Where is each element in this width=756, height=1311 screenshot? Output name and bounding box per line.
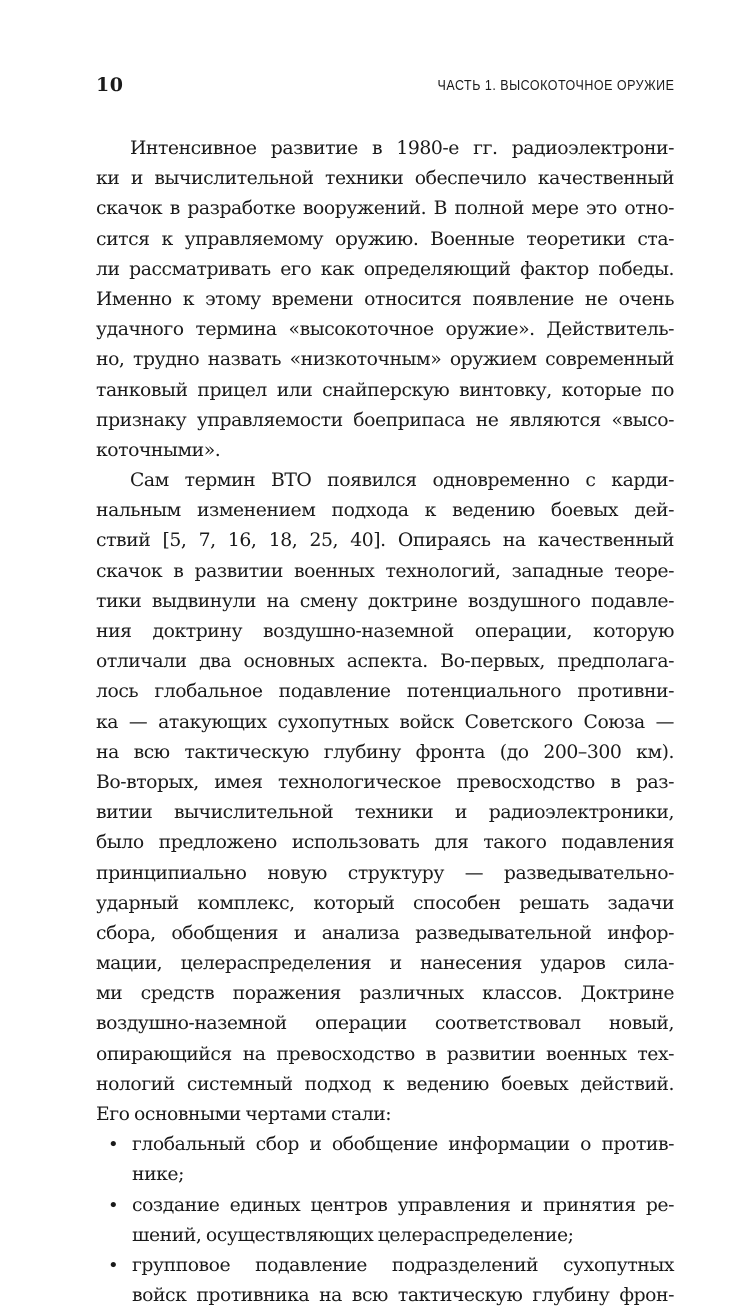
bullet-icon: • [108, 1134, 119, 1156]
text-line: ния доктрину воздушно-наземной операции, которую [96, 621, 674, 642]
text-line: сбора, обобщения и анализа разведывательной инфор- [96, 922, 674, 944]
text-line: но, трудно назвать «низкоточным» оружием современный [96, 349, 674, 371]
text-line: нальным изменением подхода к ведению боевых дей- [96, 500, 674, 522]
text-line: было предложено использовать для такого подавления [96, 832, 674, 854]
text-line: Его основными чертами стали: [96, 1104, 392, 1125]
text-line: скачок в развитии военных технологий, западные теоре- [96, 560, 674, 582]
text-line: Интенсивное развитие в 1980-е гг. радиоэлектрони- [130, 138, 674, 159]
text-line: на всю тактическую глубину фронта (до 200–300 км). [96, 741, 674, 763]
bullet-text: создание единых центров управления и принятия ре- [132, 1194, 674, 1216]
running-head: ЧАСТЬ 1. ВЫСОКОТОЧНОЕ ОРУЖИЕ [437, 78, 674, 94]
text-line: скачок в разработке вооружений. В полной мере это отно- [96, 198, 674, 220]
text-line: ка — атакующих сухопутных войск Советского Союза — [96, 711, 674, 733]
text-line: тики выдвинули на смену доктрине воздушного подавле- [96, 590, 674, 612]
bullet-icon: • [108, 1194, 119, 1216]
text-line: Именно к этому времени относится появление не очень [96, 288, 674, 310]
bullet-list [96, 1130, 674, 1311]
text-line: лось глобальное подавление потенциального противни- [96, 681, 674, 703]
page-header [96, 74, 674, 98]
text-line: коточными». [96, 439, 221, 461]
body-text [96, 134, 674, 1311]
text-line: ствий [5, 7, 16, 18, 25, 40]. Опираясь на качественный [96, 530, 674, 552]
text-line: мации, целераспределения и нанесения ударов сила- [96, 953, 674, 975]
text-line: удачного термина «высокоточное оружие». Действитель- [96, 319, 674, 341]
text-line: танковый прицел или снайперскую винтовку, которые по [96, 379, 674, 401]
text-line: ки и вычислительной техники обеспечило качественный [96, 168, 674, 190]
text-line: ли рассматривать его как определяющий фактор победы. [96, 258, 674, 280]
text-line [96, 1251, 674, 1281]
bullet-item [96, 1251, 674, 1311]
page-number: 10 [96, 74, 124, 96]
text-line [96, 1191, 674, 1221]
paragraph [96, 466, 674, 1130]
text-line: Во-вторых, имея технологическое превосходство в раз- [96, 771, 674, 793]
bullet-icon: • [108, 1254, 119, 1276]
text-line [96, 1130, 674, 1160]
text-line: нике; [132, 1164, 184, 1186]
text-line: Сам термин ВТО появился одновременно с карди- [130, 470, 674, 492]
bullet-item [96, 1191, 674, 1251]
text-line: отличали два основных аспекта. Во-первых, предполага- [96, 651, 674, 673]
text-line: признаку управляемости боеприпаса не являются «высо- [96, 409, 674, 431]
text-line: воздушно-наземной операции соответствовал новый, [96, 1013, 674, 1035]
text-line: витии вычислительной техники и радиоэлектроники, [96, 802, 674, 824]
text-line: ми средств поражения различных классов. Доктрине [96, 983, 674, 1005]
text-line: опирающийся на превосходство в развитии военных тех- [96, 1043, 674, 1065]
text-line: войск противника на всю тактическую глубину фрон- [132, 1285, 674, 1307]
text-line: шений, осуществляющих целераспределение; [132, 1224, 574, 1246]
text-line: нологий системный подход к ведению боевых действий. [96, 1073, 674, 1095]
bullet-text: групповое подавление подразделений сухопутных [132, 1254, 674, 1276]
text-line: принципиально новую структуру — разведывательно- [96, 862, 674, 884]
text-line: ударный комплекс, который способен решать задачи [96, 892, 674, 914]
bullet-text: глобальный сбор и обобщение информации о против- [132, 1134, 674, 1156]
text-line: сится к управляемому оружию. Военные теоретики ста- [96, 228, 674, 250]
paragraph [96, 134, 674, 466]
